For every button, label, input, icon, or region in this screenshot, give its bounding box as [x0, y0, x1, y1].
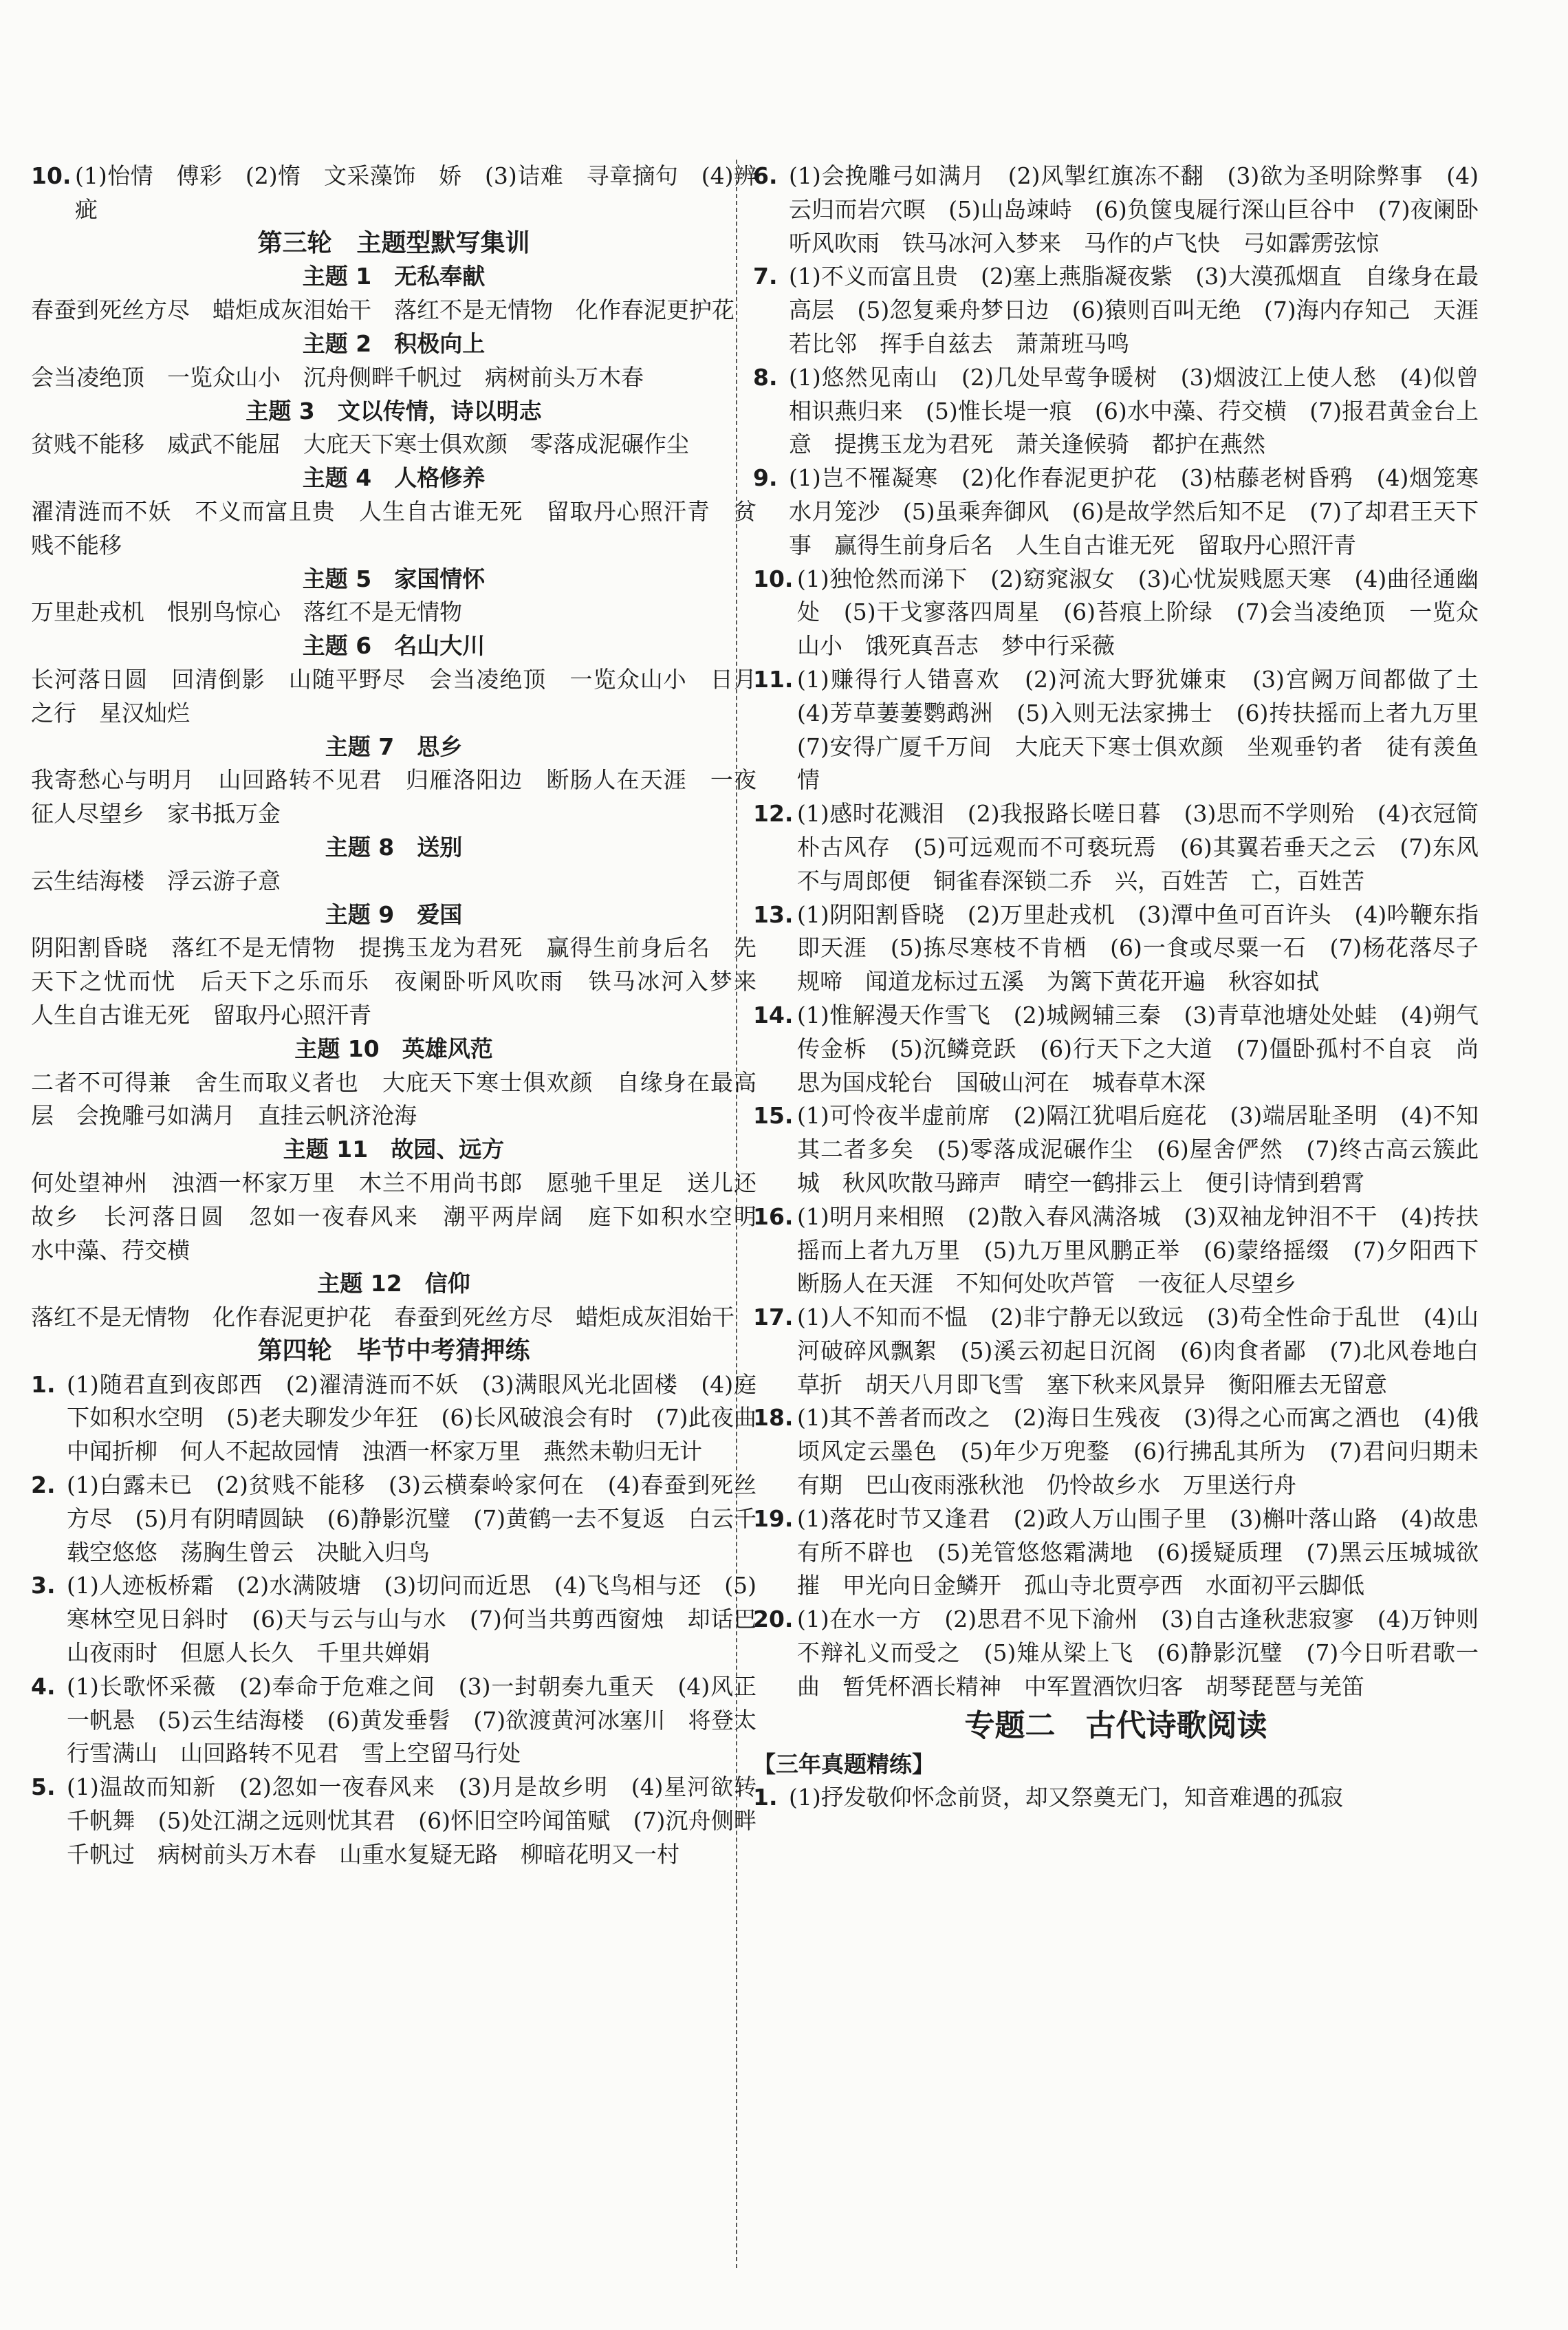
answer-item: [31, 1368, 756, 1469]
theme-text: 濯清涟而不妖 不义而富且贵 人生自古谁无死 留取丹心照汗青 贫贱不能移: [31, 497, 756, 559]
item-text: (1)阴阳割昏晓 (2)万里赴戎机 (3)潭中鱼可百许头 (4)吟鞭东指即天涯 (5)拣尽寒枝不肯栖 (6)一食或尽粟一石 (7)杨花落尽子规啼 闻道龙标过五溪 为篱下黄花开遍 秋容如拭: [797, 900, 1479, 995]
item-text: (1)人不知而不愠 (2)非宁静无以致远 (3)苟全性命于乱世 (4)山河破碎风飘絮 (5)溪云初起日沉阁 (6)肉食者鄙 (7)北风卷地白草折 胡天八月即飞雪 塞下秋来风景异 衡阳雁去无留意: [797, 1304, 1479, 1398]
item-text: (1)明月来相照 (2)散入春风满洛城 (3)双袖龙钟泪不干 (4)抟扶摇而上者九万里 (5)九万里风鹏正举 (6)蒙络摇缀 (7)夕阳西下 断肠人在天涯 不知何处吹芦管 一夜征人尽望乡: [797, 1202, 1479, 1297]
item-number: 18.: [753, 1404, 794, 1432]
item-text: (1)其不善者而改之 (2)海日生残夜 (3)得之心而寓之酒也 (4)俄顷风定云墨色 (5)年少万兜鍪 (6)行拂乱其所为 (7)君问归期未有期 巴山夜雨涨秋池 仍怜故乡水 万里送行舟: [797, 1404, 1479, 1499]
theme-title: 主题 2 积极向上: [302, 330, 486, 357]
item-number: 15.: [753, 1102, 794, 1130]
left-column: [31, 160, 756, 2285]
answer-item: [753, 1603, 1479, 1703]
item-number: 16.: [753, 1202, 794, 1230]
item-text: (1)独怆然而涕下 (2)窈窕淑女 (3)心忧炭贱愿天寒 (4)曲径通幽处 (5)干戈寥落四周星 (6)苔痕上阶绿 (7)会当凌绝顶 一览众山小 饿死真吾志 梦中行采薇: [797, 565, 1479, 660]
item-number: 13.: [753, 900, 794, 928]
theme-text: 贫贱不能移 威武不能屈 大庇天下寒士俱欢颜 零落成泥碾作尘: [31, 431, 689, 458]
theme-title: 主题 8 送别: [325, 833, 463, 861]
item-text: (1)在水一方 (2)思君不见下渝州 (3)自古逢秋悲寂寥 (4)万钟则不辩礼义而受之 (5)雉从梁上飞 (6)静影沉璧 (7)今日听君歌一曲 暂凭杯酒长精神 中军置酒饮归客 胡琴琵琶与羌笛: [797, 1606, 1479, 1700]
right-column: [753, 160, 1479, 2285]
theme-text: 春蚕到死丝方尽 蜡炬成灰泪始干 落红不是无情物 化作春泥更护花: [31, 296, 734, 324]
theme-title: 主题 7 思乡: [325, 733, 463, 760]
theme-text: 阴阳割昏晓 落红不是无情物 提携玉龙为君死 赢得生前身后名 先天下之忧而忧 后天下之乐而乐 夜阑卧听风吹雨 铁马冰河入梦来 人生自古谁无死 留取丹心照汗青: [31, 934, 756, 1028]
theme-text: 二者不可得兼 舍生而取义者也 大庇天下寒士俱欢颜 自缘身在最高层 会挽雕弓如满月 直挂云帆济沧海: [31, 1068, 756, 1130]
item-text: (1)人迹板桥霜 (2)水满陂塘 (3)切问而近思 (4)飞鸟相与还 (5)寒林空见日斜时 (6)天与云与山与水 (7)何当共剪西窗烛 却话巴山夜雨时 但愿人长久 千里共婵娟: [67, 1572, 756, 1667]
item-number: 8.: [753, 363, 778, 391]
answer-item: [31, 1469, 756, 1569]
theme-title: 主题 3 文以传情，诗以明志: [246, 397, 542, 424]
item-number: 12.: [753, 800, 794, 828]
item-number: 17.: [753, 1304, 794, 1331]
answer-item: [31, 160, 756, 227]
section-tag: 【三年真题精练】: [753, 1750, 935, 1778]
item-text: (1)落花时节又逢君 (2)政人万山围子里 (3)槲叶落山路 (4)故患有所不辟也 (5)羌管悠悠霜满地 (6)援疑质理 (7)黑云压城城欲摧 甲光向日金鳞开 孤山寺北贾亭西 水面初平云脚低: [797, 1504, 1479, 1599]
item-number: 4.: [31, 1672, 56, 1700]
theme-title: 主题 12 信仰: [317, 1270, 470, 1297]
theme-text: 落红不是无情物 化作春泥更护花 春蚕到死丝方尽 蜡炬成灰泪始干: [31, 1304, 734, 1331]
item-text: (1)感时花溅泪 (2)我报路长嗟日暮 (3)思而不学则殆 (4)衣冠简朴古风存 (5)可远观而不可亵玩焉 (6)其翼若垂天之云 (7)东风不与周郎便 铜雀春深锁二乔 兴，百姓苦 亡，百姓苦: [797, 800, 1479, 894]
answer-item: [753, 1401, 1479, 1502]
item-text: (1)岂不罹凝寒 (2)化作春泥更护花 (3)枯藤老树昏鸦 (4)烟笼寒水月笼沙 (5)虽乘奔御风 (6)是故学然后知不足 (7)了却君王天下事 赢得生前身后名 人生自古谁无死 留取丹心照汗青: [789, 464, 1479, 559]
theme-text: 万里赴戎机 恨别鸟惊心 落红不是无情物: [31, 598, 462, 626]
item-text: (1)白露未已 (2)贫贱不能移 (3)云横秦岭家何在 (4)春蚕到死丝方尽 (5)月有阴晴圆缺 (6)静影沉璧 (7)黄鹤一去不复返 白云千载空悠悠 荡胸生曾云 决眦入归鸟: [67, 1471, 756, 1566]
theme-text: 云生结海楼 浮云游子意: [31, 867, 281, 894]
answer-item: [753, 1502, 1479, 1603]
item-number: 9.: [753, 464, 778, 492]
item-text: (1)长歌怀采薇 (2)奉命于危难之间 (3)一封朝奏九重天 (4)风正一帆悬 (5)云生结海楼 (6)黄发垂髫 (7)欲渡黄河冰塞川 将登太行雪满山 山回路转不见君 雪上空留马行处: [67, 1672, 756, 1767]
item-text: (1)可怜夜半虚前席 (2)隔江犹唱后庭花 (3)端居耻圣明 (4)不知其二者多矣 (5)零落成泥碾作尘 (6)屋舍俨然 (7)终古高云簇此城 秋风吹散马蹄声 晴空一鹤排云上 便引诗情到碧霄: [797, 1102, 1479, 1196]
item-number: 20.: [753, 1606, 794, 1633]
item-number: 5.: [31, 1773, 56, 1801]
theme-title: 主题 11 故园、远方: [283, 1136, 505, 1163]
section-title: 专题二 古代诗歌阅读: [964, 1707, 1267, 1743]
item-text: (1)赚得行人错喜欢 (2)河流大野犹嫌束 (3)宫阙万间都做了土 (4)芳草萋萋鹦鹉洲 (5)入则无法家拂士 (6)抟扶摇而上者九万里 (7)安得广厦千万间 大庇天下寒士俱欢颜 坐观垂钓者 徒有羡鱼情: [797, 665, 1479, 794]
theme-text: 长河落日圆 回清倒影 山随平野尽 会当凌绝顶 一览众山小 日月之行 星汉灿烂: [31, 665, 756, 726]
theme-title: 主题 5 家国情怀: [302, 565, 486, 592]
round3-title: 第三轮 主题型默写集训: [257, 228, 530, 257]
answer-item: [753, 1099, 1479, 1200]
answer-item: [753, 361, 1479, 462]
theme-title: 主题 10 英雄风范: [294, 1035, 493, 1062]
item-number: 2.: [31, 1471, 56, 1499]
item-number: 3.: [31, 1572, 56, 1599]
item-number: 7.: [753, 263, 778, 290]
answer-item: [753, 160, 1479, 260]
theme-title: 主题 4 人格修养: [302, 464, 486, 492]
answer-item: [753, 999, 1479, 1099]
theme-text: 我寄愁心与明月 山回路转不见君 归雁洛阳边 断肠人在天涯 一夜征人尽望乡 家书抵万金: [31, 766, 756, 828]
answer-item: [753, 260, 1479, 360]
answer-item: [753, 1781, 1479, 1815]
item-text: (1)会挽雕弓如满月 (2)风掣红旗冻不翻 (3)欲为圣明除弊事 (4)云归而岩穴暝 (5)山岛竦峙 (6)负箧曳屣行深山巨谷中 (7)夜阑卧听风吹雨 铁马冰河入梦来 马作的卢飞快 弓如霹雳弦惊: [789, 162, 1479, 257]
item-text: (1)抒发敬仰怀念前贤，却又祭奠无门，知音难遇的孤寂: [789, 1784, 1343, 1811]
item-number: 19.: [753, 1504, 794, 1532]
item-number: 10.: [31, 162, 72, 189]
answer-item: [31, 1670, 756, 1771]
answer-item: [753, 1301, 1479, 1401]
item-number: 11.: [753, 665, 794, 693]
answer-item: [753, 563, 1479, 663]
item-number: 14.: [753, 1001, 794, 1028]
answer-item: [753, 1200, 1479, 1301]
answer-item: [753, 462, 1479, 562]
item-number: 10.: [753, 565, 794, 592]
round4-title: 第四轮 毕节中考猜押练: [257, 1336, 530, 1365]
theme-title: 主题 6 名山大川: [302, 632, 486, 660]
item-text: (1)随君直到夜郎西 (2)濯清涟而不妖 (3)满眼风光北固楼 (4)庭下如积水空明 (5)老夫聊发少年狂 (6)长风破浪会有时 (7)此夜曲中闻折柳 何人不起故园情 浊酒一杯家万里 燕然未勒归无计: [67, 1370, 756, 1465]
item-text: (1)怡情 傅彩 (2)惰 文采藻饰 娇 (3)诘难 寻章摘句 (4)辨 疵: [75, 162, 756, 223]
item-text: (1)悠然见南山 (2)几处早莺争暖树 (3)烟波江上使人愁 (4)似曾相识燕归来 (5)惟长堤一痕 (6)水中藻、荇交横 (7)报君黄金台上意 提携玉龙为君死 萧关逢候骑 都护在燕然: [789, 363, 1479, 458]
theme-text: 会当凌绝顶 一览众山小 沉舟侧畔千帆过 病树前头万木春: [31, 363, 644, 391]
item-number: 1.: [753, 1784, 778, 1811]
answer-item: [753, 663, 1479, 797]
item-number: 1.: [31, 1370, 56, 1398]
answer-item: [31, 1771, 756, 1871]
theme-text: 何处望神州 浊酒一杯家万里 木兰不用尚书郎 愿驰千里足 送儿还故乡 长河落日圆 忽如一夜春风来 潮平两岸阔 庭下如积水空明 水中藻、荇交横: [31, 1169, 756, 1264]
item-text: (1)不义而富且贵 (2)塞上燕脂凝夜紫 (3)大漠孤烟直 自缘身在最高层 (5)忽复乘舟梦日边 (6)猿则百叫无绝 (7)海内存知己 天涯若比邻 挥手自兹去 萧萧班马鸣: [789, 263, 1479, 357]
item-number: 6.: [753, 162, 778, 189]
item-text: (1)温故而知新 (2)忽如一夜春风来 (3)月是故乡明 (4)星河欲转千帆舞 (5)处江湖之远则忧其君 (6)怀旧空吟闻笛赋 (7)沉舟侧畔千帆过 病树前头万木春 山重水复疑无路 柳暗花明又一村: [67, 1773, 756, 1868]
answer-item: [753, 898, 1479, 999]
answer-item: [31, 1569, 756, 1670]
item-text: (1)惟解漫天作雪飞 (2)城阙辅三秦 (3)青草池塘处处蛙 (4)朔气传金柝 (5)沉鳞竞跃 (6)行天下之大道 (7)僵卧孤村不自哀 尚思为国戍轮台 国破山河在 城春草木深: [797, 1001, 1479, 1096]
answer-item: [753, 797, 1479, 898]
theme-title: 主题 9 爱国: [325, 900, 463, 928]
theme-title: 主题 1 无私奉献: [302, 263, 486, 290]
